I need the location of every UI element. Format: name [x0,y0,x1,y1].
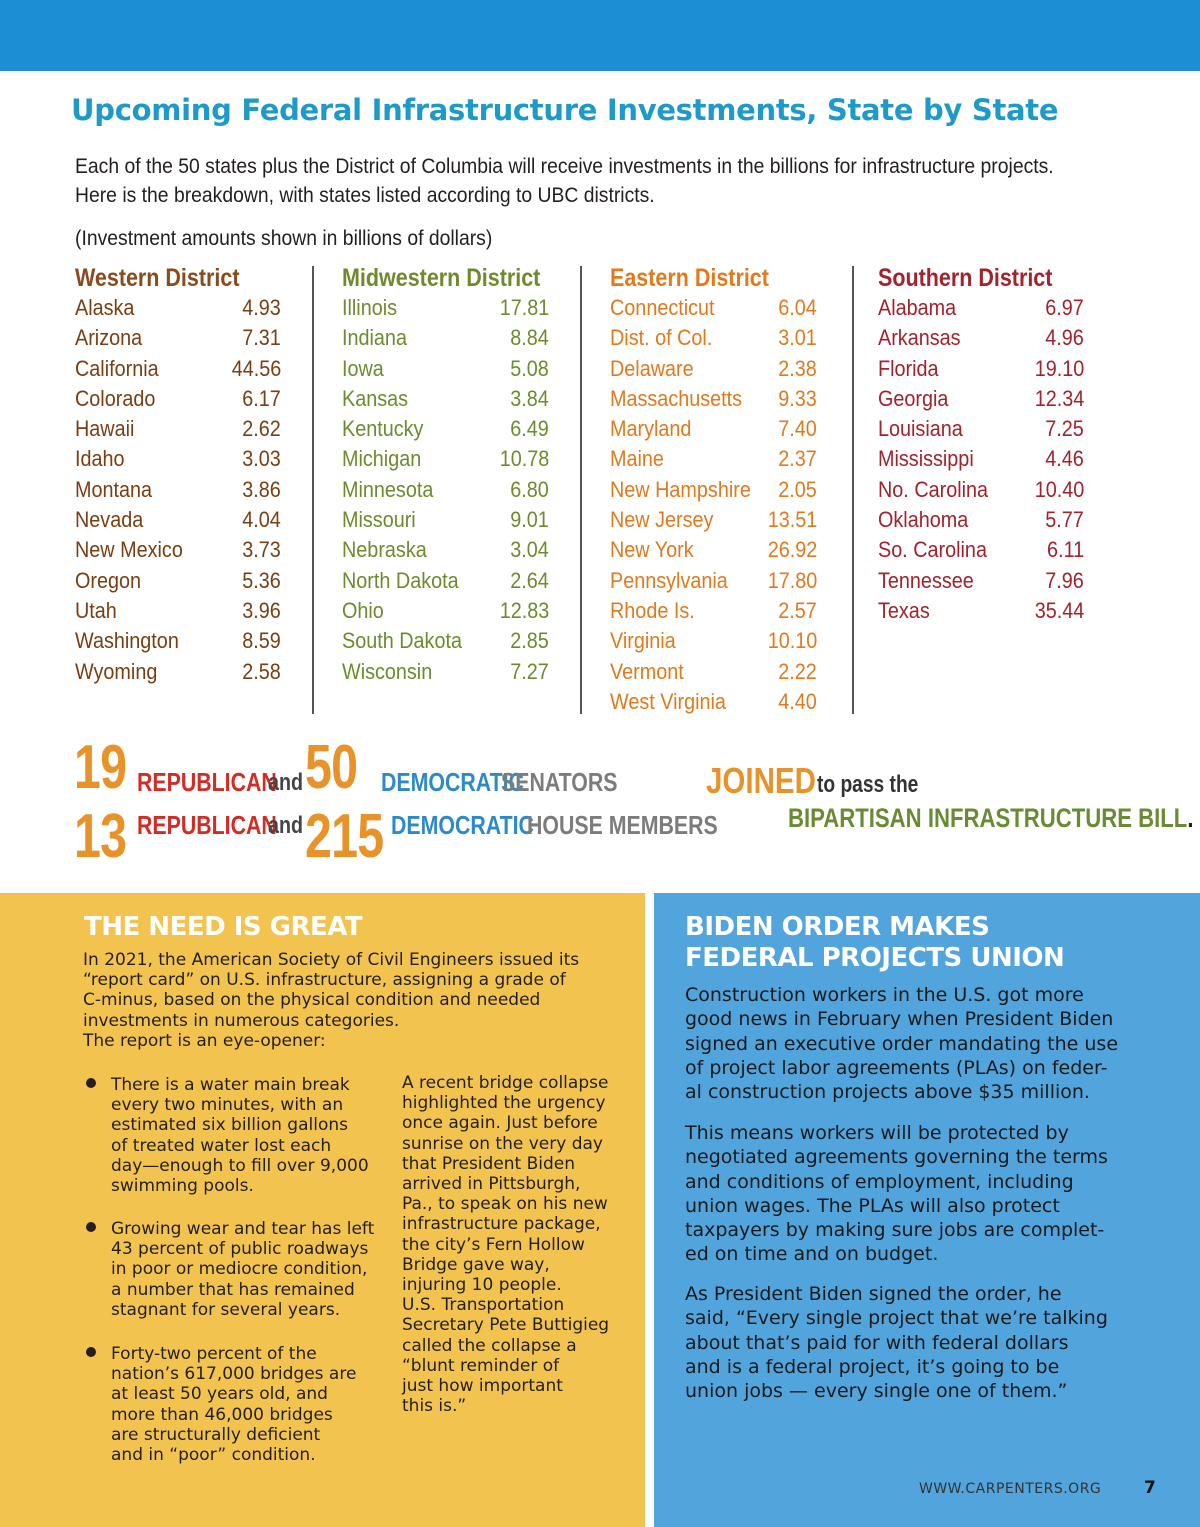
state-name: Nevada [75,507,144,533]
state-name: Illinois [342,295,398,320]
state-amount: 4.96 [1045,325,1084,351]
state-row [342,535,549,565]
bullet-line: of treated water lost each [111,1135,332,1156]
bridge-line: the city’s Fern Hollow [402,1234,585,1255]
state-row [75,414,281,444]
house-and: and [268,812,303,839]
state-name: Delaware [610,355,694,381]
house-democratic-label: DEMOCRATIC [391,810,534,840]
state-name: Indiana [342,325,407,351]
state-name: California [75,355,159,381]
state-name: Wisconsin [342,658,433,684]
state-amount: 2.37 [778,446,817,472]
bridge-line: Bridge gave way, [402,1254,550,1275]
district-heading: Southern District [878,264,1053,292]
district-heading: Eastern District [610,264,769,292]
state-row [75,535,281,565]
bill-name [788,803,1193,834]
bill-period: . [1187,803,1194,833]
state-amount: 2.58 [242,658,281,684]
state-name: Colorado [75,385,156,411]
state-row [342,475,549,505]
bullet-dot [86,1078,96,1088]
title-line: BIDEN ORDER MAKES [685,912,990,942]
page-title: Upcoming Federal Infrastructure Investments, State by State [71,93,1059,127]
state-name: Connecticut [610,295,715,320]
state-row [878,475,1084,505]
need-intro-line: C-minus, based on the physical condition and needed [83,990,541,1011]
biden-order-title [685,912,1064,974]
state-name: Pennsylvania [610,567,728,593]
state-amount: 17.81 [499,295,549,320]
state-row [610,414,817,444]
state-amount: 2.38 [778,355,817,381]
state-row [610,626,817,656]
state-amount: 3.73 [242,537,281,563]
state-name: Georgia [878,385,949,411]
state-amount: 10.40 [1034,476,1084,502]
bullet-line: 43 percent of public roadways [111,1239,369,1260]
paragraph-line: union jobs — every single one of them.” [685,1380,1068,1403]
senate-republican-label: REPUBLICAN [137,767,277,797]
bridge-line: sunrise on the very day [402,1133,603,1154]
state-row [342,323,549,353]
need-intro-line: “report card” on U.S. infrastructure, assigning a grade of [83,970,566,991]
bullet-line: stagnant for several years. [111,1299,341,1320]
state-amount: 44.56 [231,355,281,381]
bullet-line: nation’s 617,000 bridges are [111,1364,357,1385]
state-amount: 9.33 [778,385,817,411]
paragraph-line: said, “Every single project that we’re talking [685,1307,1108,1330]
paragraph-line: and is a federal project, it’s going to be [685,1355,1060,1378]
title-line: FEDERAL PROJECTS UNION [685,943,1065,973]
intro-line: Here is the breakdown, with states listed according to UBC districts. [75,183,655,207]
state-amount: 12.34 [1034,385,1084,411]
state-amount: 17.80 [767,567,817,593]
house-republican-label: REPUBLICAN [137,810,277,840]
bullet-line: at least 50 years old, and [111,1384,328,1405]
state-amount: 35.44 [1034,597,1084,623]
state-amount: 2.64 [510,567,549,593]
state-name: Mississippi [878,446,974,472]
midwestern-district-column [342,263,549,687]
state-row [878,566,1084,596]
bullet-dot [86,1222,96,1232]
state-amount: 19.10 [1034,355,1084,381]
paragraph-line: good news in February when President Biden [685,1008,1114,1031]
paragraph-line: signed an executive order mandating the use [685,1032,1119,1055]
need-bullet-3 [111,1344,356,1465]
biden-paragraph-2 [685,1121,1155,1267]
to-pass-label: to pass the [817,771,919,798]
need-intro-line: investments in numerous categories. [83,1010,400,1031]
state-row [75,626,281,656]
state-row [878,535,1084,565]
state-amount: 5.77 [1045,507,1084,533]
state-name: Idaho [75,446,125,472]
state-name: Florida [878,355,939,381]
bridge-line: called the collapse a [402,1335,577,1356]
state-row [342,596,549,626]
state-row [610,293,817,323]
need-intro [83,950,579,1051]
state-amount: 26.92 [767,537,817,563]
state-name: New Mexico [75,537,183,563]
page-number: 7 [1144,1478,1156,1498]
paragraph-line: taxpayers by making sure jobs are complet- [685,1219,1105,1242]
state-amount: 3.04 [510,537,549,563]
bullet-line: Growing wear and tear has left [111,1219,375,1239]
state-amount: 5.36 [242,567,281,593]
state-row [610,384,817,414]
bridge-line: once again. Just before [402,1113,598,1134]
state-amount: 3.03 [242,446,281,472]
state-amount: 6.97 [1045,295,1084,320]
state-name: Wyoming [75,658,158,684]
paragraph-line: ed on time and on budget. [685,1243,939,1266]
state-amount: 13.51 [767,507,817,533]
top-banner [0,0,1200,71]
state-amount: 6.80 [510,476,549,502]
paragraph-line: about that’s paid for with federal dollars [685,1331,1069,1354]
state-row [75,444,281,474]
state-row [75,323,281,353]
bridge-line: U.S. Transportation [402,1295,565,1316]
state-row [878,384,1084,414]
district-heading: Western District [75,264,240,292]
state-name: West Virginia [610,688,726,714]
state-row [342,384,549,414]
state-row [75,475,281,505]
western-district-column [75,263,281,687]
bridge-line: highlighted the urgency [402,1093,606,1114]
paragraph-line: and conditions of employment, including [685,1170,1074,1193]
house-chamber-label: HOUSE MEMBERS [527,810,718,840]
state-name: Iowa [342,355,384,381]
state-amount: 3.01 [778,325,817,351]
bridge-line: this is.” [402,1396,467,1417]
bullet-line: more than 46,000 bridges [111,1404,333,1425]
state-name: Vermont [610,658,684,684]
state-row [610,657,817,687]
state-amount: 6.11 [1046,537,1084,563]
state-name: Arkansas [878,325,961,351]
state-row [342,505,549,535]
need-title: THE NEED IS GREAT [84,912,363,942]
senate-chamber-label: SENATORS [501,767,618,797]
state-amount: 7.25 [1045,416,1084,442]
senate-and: and [268,769,303,796]
state-row [878,414,1084,444]
senate-democratic-count: 50 [305,733,358,802]
state-amount: 6.04 [778,295,817,320]
district-heading: Midwestern District [342,264,541,292]
bullet-line: in poor or mediocre condition, [111,1259,368,1280]
state-amount: 2.62 [242,416,281,442]
senate-republican-count: 19 [74,733,127,802]
state-amount: 2.22 [778,658,817,684]
need-bullet-2 [111,1219,374,1320]
bridge-line: infrastructure package, [402,1214,601,1235]
bridge-line: Pa., to speak on his new [402,1194,608,1215]
state-row [878,323,1084,353]
bullet-line: estimated six billion gallons [111,1115,348,1136]
state-amount: 4.04 [242,507,281,533]
state-name: Alaska [75,295,135,320]
units-note: (Investment amounts shown in billions of dollars) [75,226,493,250]
column-divider [580,266,582,714]
state-amount: 6.17 [242,385,281,411]
state-amount: 3.84 [510,385,549,411]
state-name: Rhode Is. [610,597,695,623]
state-amount: 3.86 [242,476,281,502]
house-democratic-count: 215 [305,802,384,871]
biden-paragraph-1 [685,983,1155,1104]
bullet-dot [86,1347,96,1357]
need-bullet-1 [111,1075,369,1196]
state-row [75,384,281,414]
state-row [342,657,549,687]
biden-paragraph-3 [685,1282,1155,1403]
state-amount: 10.78 [499,446,549,472]
state-name: Nebraska [342,537,427,563]
state-row [610,475,817,505]
bridge-line: arrived in Pittsburgh, [402,1174,581,1195]
bridge-line: that President Biden [402,1153,576,1174]
state-name: Hawaii [75,416,135,442]
state-row [75,596,281,626]
state-amount: 10.10 [767,628,817,654]
bridge-line: just how important [402,1376,563,1397]
state-row [342,354,549,384]
column-divider [852,266,854,714]
state-row [610,354,817,384]
paragraph-line: negotiated agreements governing the terms [685,1146,1108,1169]
state-name: Washington [75,628,179,654]
state-row [878,444,1084,474]
bullet-line: every two minutes, with an [111,1095,344,1116]
state-amount: 12.83 [499,597,549,623]
state-row [878,293,1084,323]
state-row [342,444,549,474]
state-row [610,323,817,353]
state-row [75,505,281,535]
bullet-line: and in “poor” condition. [111,1445,316,1466]
bridge-collapse-text [402,1073,609,1416]
eastern-district-column [610,263,817,717]
state-amount: 5.08 [510,355,549,381]
bridge-line: “blunt reminder of [402,1355,560,1376]
bullet-line: There is a water main break [111,1075,350,1095]
footer-website[interactable]: WWW.CARPENTERS.ORG [919,1481,1102,1497]
joined-label: JOINED [706,760,816,801]
state-amount: 7.40 [778,416,817,442]
southern-district-column [878,263,1084,626]
paragraph-line: Construction workers in the U.S. got more [685,984,1084,1006]
state-row [610,535,817,565]
state-row [878,505,1084,535]
state-row [75,566,281,596]
state-amount: 3.96 [242,597,281,623]
state-amount: 9.01 [510,507,549,533]
state-name: Kansas [342,385,409,411]
paragraph-line: of project labor agreements (PLAs) on feder- [685,1056,1108,1079]
state-name: Kentucky [342,416,424,442]
state-amount: 7.31 [242,325,281,351]
house-republican-count: 13 [74,802,127,871]
state-name: New York [610,537,694,563]
state-row [610,444,817,474]
bullet-line: swimming pools. [111,1176,254,1197]
state-name: So. Carolina [878,537,987,563]
paragraph-line: union wages. The PLAs will also protect [685,1194,1060,1217]
state-row [75,657,281,687]
state-amount: 2.05 [778,476,817,502]
bullet-line: are structurally deficient [111,1424,321,1445]
state-row [610,505,817,535]
state-name: Tennessee [878,567,974,593]
paragraph-line: al construction projects above $35 million. [685,1081,1090,1104]
state-amount: 8.84 [510,325,549,351]
need-intro-line: The report is an eye-opener: [83,1030,326,1051]
state-name: Alabama [878,295,957,320]
state-name: Utah [75,597,117,623]
state-name: Louisiana [878,416,963,442]
paragraph-line: As President Biden signed the order, he [685,1283,1062,1305]
state-name: South Dakota [342,628,462,654]
need-intro-line: In 2021, the American Society of Civil Engineers issued its [83,950,580,970]
state-name: Missouri [342,507,416,533]
state-name: Arizona [75,325,143,351]
state-name: Oregon [75,567,142,593]
bridge-line: Secretary Pete Buttigieg [402,1315,610,1336]
state-row [342,414,549,444]
state-name: Oklahoma [878,507,969,533]
column-divider [312,266,314,714]
state-name: Virginia [610,628,676,654]
state-row [75,354,281,384]
state-row [610,566,817,596]
state-name: Michigan [342,446,422,472]
state-amount: 8.59 [242,628,281,654]
state-row [342,566,549,596]
state-name: No. Carolina [878,476,989,502]
state-amount: 7.96 [1045,567,1084,593]
intro-line: Each of the 50 states plus the District of Columbia will receive investments in the billions for infrastructure projects. [75,154,1054,178]
state-name: Montana [75,476,153,502]
state-row [878,596,1084,626]
state-amount: 4.93 [242,295,281,320]
state-name: Texas [878,597,930,623]
state-row [342,626,549,656]
state-row [610,596,817,626]
bullet-line: a number that has remained [111,1279,355,1300]
bridge-line: injuring 10 people. [402,1275,562,1296]
state-row [878,354,1084,384]
state-amount: 6.49 [510,416,549,442]
state-row [75,293,281,323]
state-name: Maryland [610,416,692,442]
state-name: Massachusetts [610,385,743,411]
state-amount: 2.57 [778,597,817,623]
state-name: North Dakota [342,567,459,593]
bill-name-text: BIPARTISAN INFRASTRUCTURE BILL [788,803,1188,833]
state-row [342,293,549,323]
state-name: New Jersey [610,507,714,533]
state-name: Maine [610,446,664,472]
state-name: New Hampshire [610,476,751,502]
state-amount: 7.27 [510,658,549,684]
bullet-line: day—enough to fill over 9,000 [111,1155,369,1176]
bullet-line: Forty-two percent of the [111,1344,317,1364]
senate-democratic-label: DEMOCRATIC [381,767,524,797]
state-name: Dist. of Col. [610,325,713,351]
bridge-line: A recent bridge collapse [402,1073,609,1093]
state-row [610,687,817,717]
state-amount: 2.85 [510,628,549,654]
state-amount: 4.46 [1045,446,1084,472]
state-name: Ohio [342,597,384,623]
state-amount: 4.40 [778,688,817,714]
state-name: Minnesota [342,476,434,502]
paragraph-line: This means workers will be protected by [685,1122,1069,1144]
intro-paragraph [75,152,1054,210]
